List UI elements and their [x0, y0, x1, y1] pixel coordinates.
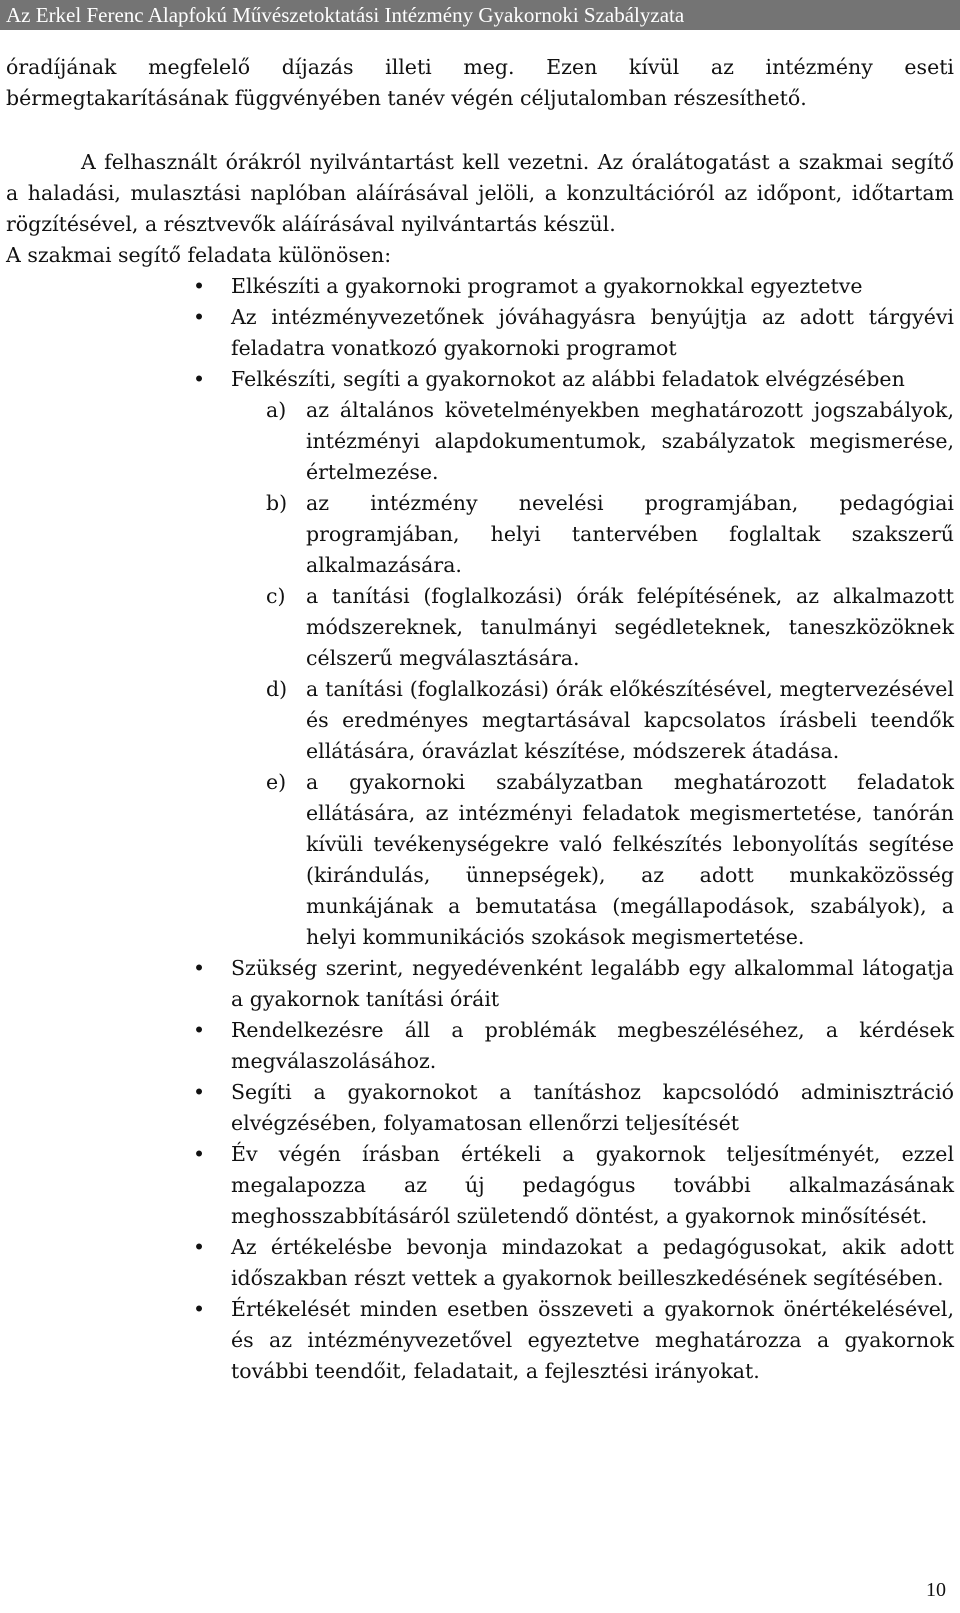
- sub-item-marker: e): [266, 770, 287, 794]
- sub-item-marker: d): [266, 677, 288, 701]
- list-item-text: Szükség szerint, negyedévenként legalább egy alkalommal látogatja a gyakornok tanítási óráit: [231, 956, 954, 1011]
- bullet-icon: •: [193, 1018, 206, 1042]
- list-item-text: Értékelését minden esetben összeveti a gyakornok önértékelésével, és az intézményvezetővel egyeztetve meghatározza a gyakornok további teendőit, feladatait, a fejlesztési irányokat.: [231, 1297, 954, 1383]
- document-header: [0, 0, 960, 30]
- bullet-icon: •: [193, 1142, 206, 1166]
- list-item: [6, 1294, 954, 1387]
- list-item: [6, 364, 954, 395]
- sub-list-item: [6, 581, 954, 674]
- list-item-text: Az intézményvezetőnek jóváhagyásra benyújtja az adott tárgyévi feladatra vonatkozó gyakornoki programot: [231, 305, 954, 360]
- sub-item-text: a gyakornoki szabályzatban meghatározott feladatok ellátására, az intézményi feladatok megismertetése, tanórán kívüli tevékenységekre való felkészítés lebonyolítás segítése (kirándulás, ünnepségek), az adott munkaközösség munkájának a bemutatása (megállapodások, szabályok), a helyi kommunikációs szokások megismertetése.: [306, 770, 954, 949]
- bullet-icon: •: [193, 367, 206, 391]
- paragraph: A felhasznált órákról nyilvántartást kell vezetni. Az óralátogatást a szakmai segítő a haladási, mulasztási naplóban aláírásával jelöli, a konzultációról az időpont, időtartam rögzítésével, a résztvevők aláírásával nyilvántartás készül.: [6, 150, 954, 236]
- sub-item-marker: c): [266, 584, 286, 608]
- sub-item-text: a tanítási (foglalkozási) órák előkészítésével, megtervezésével és eredményes megtartásával kapcsolatos írásbeli teendők ellátására, óravázlat készítése, módszerek átadása.: [306, 677, 954, 763]
- sub-list-item: [6, 488, 954, 581]
- list-item: [6, 271, 954, 302]
- list-item: [6, 1077, 954, 1139]
- sub-list-item: [6, 674, 954, 767]
- list-item: [6, 1232, 954, 1294]
- bullet-icon: •: [193, 1080, 206, 1104]
- sub-list-item: [6, 395, 954, 488]
- sub-item-text: a tanítási (foglalkozási) órák felépítésének, az alkalmazott módszereknek, tanulmányi segédleteknek, taneszközöknek célszerű megválasztására.: [306, 584, 954, 670]
- bullet-icon: •: [193, 274, 206, 298]
- bullet-list-top: [6, 271, 954, 395]
- sub-item-text: az intézmény nevelési programjában, pedagógiai programjában, helyi tantervében foglaltak szakszerű alkalmazására.: [306, 491, 954, 577]
- paragraph: A szakmai segítő feladata különösen:: [6, 243, 392, 267]
- list-item: [6, 302, 954, 364]
- list-item: [6, 1139, 954, 1232]
- sub-item-text: az általános követelményekben meghatározott jogszabályok, intézményi alapdokumentumok, szabályzatok megismerése, értelmezése.: [306, 398, 954, 484]
- paragraph: óradíjának megfelelő díjazás illeti meg. Ezen kívül az intézmény eseti bérmegtakarításának függvényében tanév végén céljutalomban részesíthető.: [6, 55, 954, 110]
- bullet-icon: •: [193, 1235, 206, 1259]
- list-item: [6, 1015, 954, 1077]
- bullet-icon: •: [193, 305, 206, 329]
- list-item-text: Rendelkezésre áll a problémák megbeszéléséhez, a kérdések megválaszolásához.: [231, 1018, 954, 1073]
- bullet-icon: •: [193, 956, 206, 980]
- page-number: 10: [926, 1579, 946, 1601]
- list-item-text: Felkészíti, segíti a gyakornokot az alábbi feladatok elvégzésében: [231, 367, 905, 391]
- sub-item-marker: a): [266, 398, 287, 422]
- sub-item-marker: b): [266, 491, 288, 515]
- list-item-text: Segíti a gyakornokot a tanításhoz kapcsolódó adminisztráció elvégzésében, folyamatosan ellenőrzi teljesítését: [231, 1080, 954, 1135]
- document-body: [6, 52, 954, 1387]
- bullet-list-bottom: [6, 953, 954, 1387]
- list-item-text: Év végén írásban értékeli a gyakornok teljesítményét, ezzel megalapozza az új pedagógus további alkalmazásának meghosszabbításáról születendő döntést, a gyakornok minősítését.: [231, 1142, 954, 1228]
- list-item-text: Elkészíti a gyakornoki programot a gyakornokkal egyeztetve: [231, 274, 863, 298]
- list-item-text: Az értékelésbe bevonja mindazokat a pedagógusokat, akik adott időszakban részt vettek a gyakornok beilleszkedésének segítésében.: [231, 1235, 954, 1290]
- sub-list-item: [6, 767, 954, 953]
- bullet-icon: •: [193, 1297, 206, 1321]
- list-item: [6, 953, 954, 1015]
- sub-list: [6, 395, 954, 953]
- header-title: Az Erkel Ferenc Alapfokú Művészetoktatási Intézmény Gyakornoki Szabályzata: [6, 3, 685, 27]
